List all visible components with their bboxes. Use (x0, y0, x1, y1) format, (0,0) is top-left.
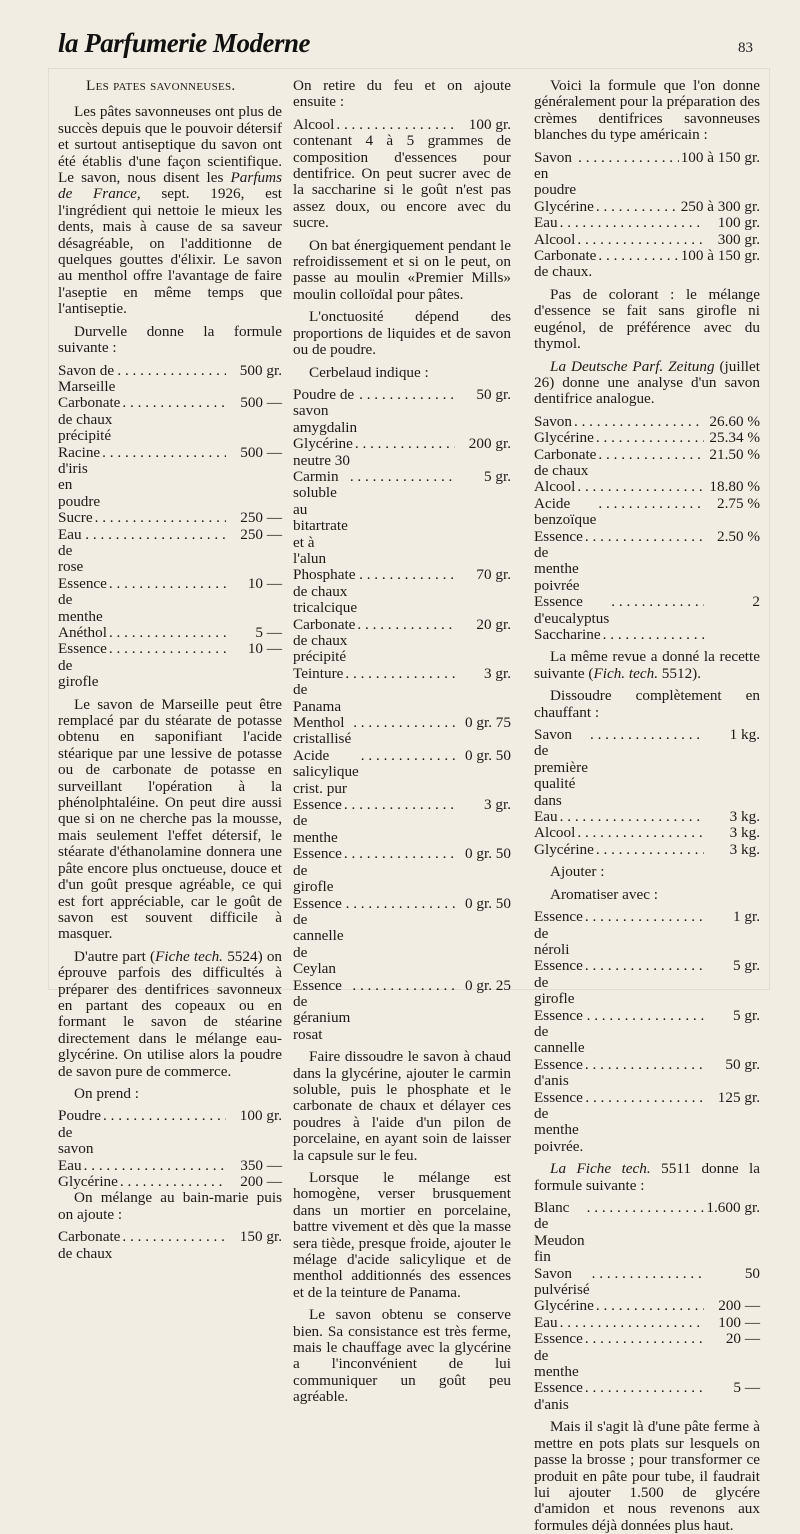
dot-leader (598, 496, 704, 512)
dot-leader (103, 1108, 226, 1124)
ingredient-name: Essence de menthe poivrée (534, 527, 583, 594)
recipe-item (534, 1266, 760, 1299)
ingredient-name: Phosphate de chaux tricalcique (293, 566, 358, 617)
recipe-item (534, 627, 760, 643)
recipe-item (534, 727, 760, 809)
ingredient-quantity: 500 — (240, 443, 282, 461)
ingredient-name: Acide benzoïque (534, 494, 597, 529)
dot-leader (120, 1174, 226, 1190)
paragraph: La même revue a donné la recette suivante (Fich. tech. 5512). (534, 648, 760, 682)
column-1 (58, 78, 282, 1262)
recipe-list (58, 1229, 282, 1262)
ingredient-quantity: 2.50 % (716, 527, 760, 545)
ingredient-quantity: 0 gr. 75 (465, 714, 511, 732)
ingredient-quantity: 3 kg. (729, 824, 760, 842)
ingredient-quantity: 3 gr. (483, 796, 511, 814)
ingredient-quantity: 100 gr. (717, 214, 760, 232)
ingredient-name: Anéthol (58, 624, 107, 641)
dot-leader (346, 896, 455, 912)
ingredient-name: Essence de menthe (58, 574, 107, 625)
recipe-item (534, 215, 760, 231)
recipe-item (293, 797, 511, 846)
paragraph: Cerbelaud indique : (309, 363, 429, 381)
recipe-item (293, 436, 511, 469)
ingredient-quantity: 250 — (240, 525, 282, 543)
dot-leader (598, 447, 704, 463)
ingredient-name: Teinture de Panama (293, 664, 344, 715)
ingredient-quantity: 20 gr. (476, 615, 511, 633)
ingredient-quantity: 50 gr. (725, 1055, 760, 1073)
recipe-item (58, 1108, 282, 1157)
recipe-item (534, 825, 760, 841)
ingredient-name: Sucre (58, 509, 93, 527)
dot-leader (109, 576, 226, 592)
ingredient-name: Essence de cannelle (534, 1006, 585, 1057)
ingredient-name: Glycérine neutre 30 (293, 435, 353, 469)
recipe-item (534, 496, 760, 529)
paragraph: Les pâtes savonneuses ont plus de succès depuis que le pouvoir détersif et surtout antiseptique du savon ont été établis d'une façon scientifique. Le savon, nous disent les Parfums de France, sept. 1926, est l'ingrédient qui nettoie le mieux les dents, mais à cause de sa saveur désagréable, on l'additionne de quelques gouttes d'élixir. Le savon au menthol offre l'avantage de faire l'aseptie en même temps que l'antiseptie. (58, 103, 283, 318)
ingredient-name: Blanc de Meudon fin (534, 1199, 585, 1266)
ingredient-quantity: 200 — (718, 1297, 760, 1315)
dot-leader (344, 846, 455, 862)
ingredient-quantity: 1 gr. (732, 908, 760, 926)
dot-leader (590, 727, 704, 743)
dot-leader (355, 436, 455, 452)
paragraph: Lorsque le mélange est homogène, verser brusquement dans un mortier en porcelaine, battre vivement et dès que la masse sera tiède, presque froide, ajouter le mélage d'acide salicylique et de menthol additionnés des essences et de la teinture de Panama. (293, 1169, 511, 1301)
dot-leader (585, 529, 704, 545)
dot-leader (560, 1315, 704, 1331)
recipe-item (293, 748, 511, 797)
recipe-list (58, 1108, 282, 1190)
recipe-item (534, 430, 760, 446)
recipe-item (293, 846, 511, 895)
ingredient-quantity: 200 gr. (468, 435, 511, 453)
dot-leader (574, 414, 704, 430)
recipe-list (58, 363, 282, 691)
ingredient-name: Eau (534, 1313, 558, 1331)
dot-leader (585, 909, 704, 925)
dot-leader (585, 1090, 704, 1106)
ingredient-quantity: 0 gr. 50 (465, 746, 511, 764)
ingredient-name: Eau (534, 214, 558, 232)
paragraph: Voici la formule que l'on donne généralement pour la préparation des crèmes dentifrices savonneuses blanches du type américain : (534, 77, 760, 144)
recipe-item (534, 958, 760, 1007)
ingredient-quantity: 1 kg. (729, 726, 760, 744)
ingredient-quantity: 2.75 % (716, 494, 760, 512)
recipe-item (58, 576, 282, 625)
ingredient-name: Carbonate de chaux précipité (293, 615, 356, 666)
recipe-item (534, 1008, 760, 1057)
recipe-item (58, 395, 282, 444)
recipe-item (534, 248, 760, 281)
recipe-item (58, 641, 282, 690)
recipe-item (58, 445, 282, 511)
ingredient-name: Essence de néroli (534, 908, 583, 958)
paragraph: Le savon obtenu se conserve bien. Sa consistance est très ferme, mais le chauffage avec la glycérine a l'inconvénient de lui communiquer un goût peu agréable. (293, 1306, 511, 1406)
ingredient-quantity: 5 gr. (483, 467, 511, 485)
recipe-item (293, 896, 511, 978)
recipe-item (534, 529, 760, 595)
ingredient-quantity: 0 gr. 50 (465, 845, 511, 863)
ingredient-quantity: 125 gr. (717, 1088, 760, 1106)
recipe-list (534, 1200, 760, 1413)
ingredient-name: Glycérine (534, 1297, 594, 1315)
recipe-item (534, 414, 760, 430)
dot-leader (102, 445, 226, 461)
recipe-list (534, 414, 760, 644)
ingredient-quantity: 0 gr. 25 (465, 976, 511, 994)
dot-leader (578, 150, 679, 166)
page-number: 83 (738, 40, 753, 56)
dot-leader (560, 809, 704, 825)
paragraph: On retire du feu et on ajoute ensuite : (293, 77, 511, 111)
section-heading: Les pates savonneuses. (86, 77, 236, 94)
dot-leader (352, 978, 455, 994)
recipe-item (58, 625, 282, 641)
ingredient-quantity: 200 — (240, 1173, 282, 1190)
ingredient-quantity: 20 — (725, 1330, 760, 1348)
ingredient-name: Essence de girofle (293, 845, 342, 896)
ingredient-quantity: 5 gr. (732, 1006, 760, 1024)
ingredient-name: Essence de girofle (534, 957, 583, 1008)
dot-leader (577, 479, 704, 495)
dot-leader (359, 567, 455, 583)
dot-leader (345, 666, 455, 682)
paragraph: On mélange au bain-marie puis on ajoute : (58, 1189, 282, 1223)
ingredient-name: Essence de menthe (293, 796, 342, 846)
ingredient-quantity: 5 — (733, 1379, 760, 1397)
paragraph: D'autre part (Fiche tech. 5524) on éprouve parfois des difficultés à préparer des dentifrices savonneux en partant des copeaux ou en formant le savon de stéarine directement dans le mélange eau-glycérine. On utilise alors la poudre de savon pure de commerce. (58, 947, 283, 1080)
recipe-item (534, 232, 760, 248)
column-3 (534, 78, 760, 1534)
recipe-item (534, 447, 760, 480)
ingredient-quantity: 26.60 % (709, 412, 760, 430)
recipe-item (293, 978, 511, 1044)
dot-leader (560, 215, 704, 231)
dot-leader (336, 117, 455, 133)
paragraph: La Deutsche Parf. Zeitung (juillet 26) donne une analyse d'un savon dentifrice analogue. (534, 357, 760, 408)
ingredient-quantity: 100 gr. (468, 115, 511, 133)
ingredient-name: Savon en poudre (534, 148, 577, 199)
ingredient-quantity: 3 kg. (729, 840, 760, 858)
recipe-item (534, 1200, 760, 1266)
recipe-item (534, 1298, 760, 1314)
ingredient-name: Glycérine (534, 197, 594, 215)
dot-leader (350, 469, 455, 485)
paragraph: L'onctuosité dépend des proportions de liquides et de savon ou de poudre. (293, 308, 511, 359)
paragraph: Mais il s'agit là d'une pâte ferme à mettre en pots plats sur lesquels on passe la brosse ; pour transformer ce produit en pâte pour tube, il faudrait lui ajouter 1.500 de glycére d'amidon et nous revenons aux formules déjà données plus haut. (534, 1418, 760, 1534)
dot-leader (361, 748, 455, 764)
ingredient-quantity: 5 — (255, 624, 282, 641)
recipe-item (58, 527, 282, 576)
column-2 (293, 78, 511, 1406)
ingredient-name: Essence de girofle (58, 640, 107, 691)
recipe-item (58, 363, 282, 396)
ingredient-name: Essence de cannelle de Ceylan (293, 894, 344, 978)
ingredient-quantity: 350 — (240, 1156, 282, 1174)
dot-leader (596, 199, 679, 215)
paragraph: On bat énergiquement pendant le refroidissement et si on le peut, on passe au moulin «Premier Mills» moulin colloïdal pour pâtes. (293, 236, 511, 303)
dot-leader (596, 430, 704, 446)
ingredient-quantity: 10 — (247, 574, 282, 592)
recipe-item (534, 1315, 760, 1331)
ingredient-name: Savon de première qualité dans (534, 726, 588, 809)
ingredient-quantity: 150 gr. (239, 1228, 282, 1246)
recipe-list (534, 909, 760, 1155)
recipe-item (534, 909, 760, 958)
ingredient-name: Poudre de savon (58, 1107, 102, 1158)
recipe-item (534, 479, 760, 495)
ingredient-name: Carbonate de chaux (58, 1228, 121, 1262)
recipe-item (534, 1057, 760, 1090)
recipe-item (293, 666, 511, 715)
ingredient-name: Carbonate de chaux (534, 445, 597, 479)
recipe-item (534, 1380, 760, 1413)
ingredient-name: Savon de Marseille (58, 361, 116, 395)
ingredient-quantity: 50 (744, 1264, 760, 1282)
paragraph: La Fiche tech. 5511 donne la formule suivante : (534, 1160, 760, 1194)
recipe-item (534, 594, 760, 627)
ingredient-name: Essence d'anis (534, 1055, 583, 1090)
recipe-item (534, 1331, 760, 1380)
dot-leader (577, 232, 704, 248)
dot-leader (357, 617, 455, 633)
ingredient-name: Savon (534, 412, 572, 430)
recipe-item (534, 150, 760, 199)
recipe-list (293, 117, 511, 133)
dot-leader (117, 363, 226, 379)
ingredient-name: Saccharine (534, 626, 601, 643)
ingredient-name: Eau (534, 808, 558, 826)
ingredient-quantity: 500 gr. (239, 361, 282, 379)
dot-leader (598, 248, 678, 264)
ingredient-quantity: 250 — (240, 509, 282, 527)
ingredient-name: Racine d'iris en poudre (58, 443, 101, 510)
ingredient-name: Essence d'anis (534, 1379, 583, 1413)
ingredient-name: Eau (58, 1156, 82, 1174)
ingredient-quantity: 1.600 gr. (706, 1199, 760, 1216)
dot-leader (84, 1158, 226, 1174)
paragraph: Pas de colorant : le mélange d'essence se fait sans girofle ni eugénol, de préférence avec du thymol. (534, 285, 760, 353)
ingredient-name: Menthol cristallisé (293, 714, 352, 748)
dot-leader (109, 641, 226, 657)
ingredient-name: Essence d'eucalyptus (534, 593, 610, 627)
ingredient-quantity: 50 gr. (476, 385, 511, 403)
ingredient-name: Essence de menthe (534, 1330, 583, 1381)
dot-leader (585, 1380, 704, 1396)
ingredient-quantity: 100 gr. (239, 1107, 282, 1125)
dot-leader (353, 715, 455, 731)
ingredient-quantity: 100 à 150 gr. (680, 148, 760, 166)
paragraph: Aromatiser avec : (550, 885, 658, 903)
recipe-list (293, 387, 511, 1043)
dot-leader (122, 395, 226, 411)
recipe-item (293, 617, 511, 666)
ingredient-name: Essence de menthe poivrée. (534, 1088, 584, 1155)
dot-leader (592, 1266, 704, 1282)
ingredient-name: Glycérine (534, 429, 594, 447)
recipe-item (534, 842, 760, 858)
dot-leader (344, 797, 455, 813)
ingredient-name: Carbonate de chaux précipité (58, 394, 121, 445)
recipe-item (293, 117, 511, 133)
ingredient-quantity: 70 gr. (476, 566, 511, 584)
dot-leader (95, 510, 226, 526)
recipe-list (534, 727, 760, 858)
dot-leader (585, 958, 704, 974)
ingredient-name: Poudre de savon amygdalin (293, 385, 358, 436)
dot-leader (585, 1331, 704, 1347)
paragraph: Ajouter : (550, 863, 605, 881)
masthead-logo: la Parfumerie Moderne (58, 28, 310, 58)
ingredient-name: Eau de rose (58, 525, 84, 576)
dot-leader (611, 594, 704, 610)
dot-leader (603, 627, 704, 643)
ingredient-name: Alcool (534, 824, 576, 842)
recipe-item (293, 469, 511, 567)
dot-leader (596, 1298, 704, 1314)
recipe-item (58, 1158, 282, 1174)
ingredient-quantity: 10 — (247, 640, 282, 658)
ingredient-quantity: 3 kg. (729, 808, 760, 826)
ingredient-name: Alcool (293, 115, 335, 133)
ingredient-name: Acide salicylique crist. pur (293, 746, 359, 797)
ingredient-quantity: 25.34 % (709, 429, 760, 447)
dot-leader (587, 1200, 704, 1216)
ingredient-quantity: 100 — (718, 1313, 760, 1331)
paragraph: Faire dissoudre le savon à chaud dans la glycérine, ajouter le carmin soluble, puis le phosphate et le carbonate de chaux et délayer ces poudres à l'aide d'un pilon de porcelaine, en ayant soin de laisser la capsule sur le feu. (293, 1048, 511, 1164)
recipe-item (293, 567, 511, 616)
dot-leader (585, 1057, 704, 1073)
ingredient-name: Alcool (534, 478, 576, 496)
ingredient-name: Glycérine (534, 840, 594, 858)
recipe-item (58, 510, 282, 526)
dot-leader (587, 1008, 704, 1024)
dot-leader (596, 842, 704, 858)
ingredient-name: Carmin soluble au bitartrate et à l'alun (293, 467, 348, 567)
dot-leader (109, 625, 226, 641)
recipe-list (534, 150, 760, 281)
ingredient-name: Carbonate de chaux. (534, 247, 597, 281)
paragraph: Le savon de Marseille peut être remplacé par du stéarate de potasse obtenu en saponifiant l'acide stéarique par une lessive de potasse ou de carbonate de potasse en surveillant l'opération à la phénolphtaléine. On peut dire aussi que si on ne cherche pas la mousse, mais seulement l'effet détersif, le stéarate d'éthanolamine donnera une pâte encore plus onctueuse, douce et d'un goût presque agréable, ce qui est fort appréciable, car le goût de savon est souvent difficile à masquer. (58, 695, 282, 943)
ingredient-name: Essence de géranium rosat (293, 976, 351, 1043)
paragraph: Dissoudre complètement en chauffant : (534, 687, 760, 721)
recipe-item (58, 1229, 282, 1262)
dot-leader (122, 1229, 226, 1245)
dot-leader (577, 825, 704, 841)
recipe-item (293, 387, 511, 436)
ingredient-quantity: 5 gr. (732, 957, 760, 975)
recipe-item (58, 1174, 282, 1190)
ingredient-quantity: 500 — (240, 394, 282, 412)
ingredient-name: Savon pulvérisé (534, 1264, 590, 1299)
recipe-item (534, 199, 760, 215)
ingredient-quantity: 18.80 % (709, 478, 760, 496)
paragraph: On prend : (74, 1084, 139, 1102)
ingredient-quantity: 100 à 150 gr. (680, 247, 760, 265)
ingredient-quantity: 250 à 300 gr. (680, 197, 760, 215)
dot-leader (85, 527, 226, 543)
recipe-item (293, 715, 511, 748)
paragraph: contenant 4 à 5 grammes de composition d'essences pour dentifrice. On peut sucrer avec de la saccharine si le goût n'est pas assez doux, ou encore avec du sucre. (293, 132, 511, 232)
ingredient-quantity: 3 gr. (483, 664, 511, 682)
dot-leader (359, 387, 455, 403)
ingredient-name: Glycérine (58, 1173, 118, 1190)
recipe-item (534, 1090, 760, 1156)
ingredient-quantity: 0 gr. 50 (465, 894, 511, 912)
recipe-item (534, 809, 760, 825)
ingredient-name: Alcool (534, 230, 576, 248)
paragraph: Durvelle donne la formule suivante : (58, 322, 282, 357)
ingredient-quantity: 300 gr. (717, 230, 760, 248)
ingredient-quantity: 21.50 % (709, 445, 760, 463)
ingredient-quantity: 2 (752, 593, 760, 611)
